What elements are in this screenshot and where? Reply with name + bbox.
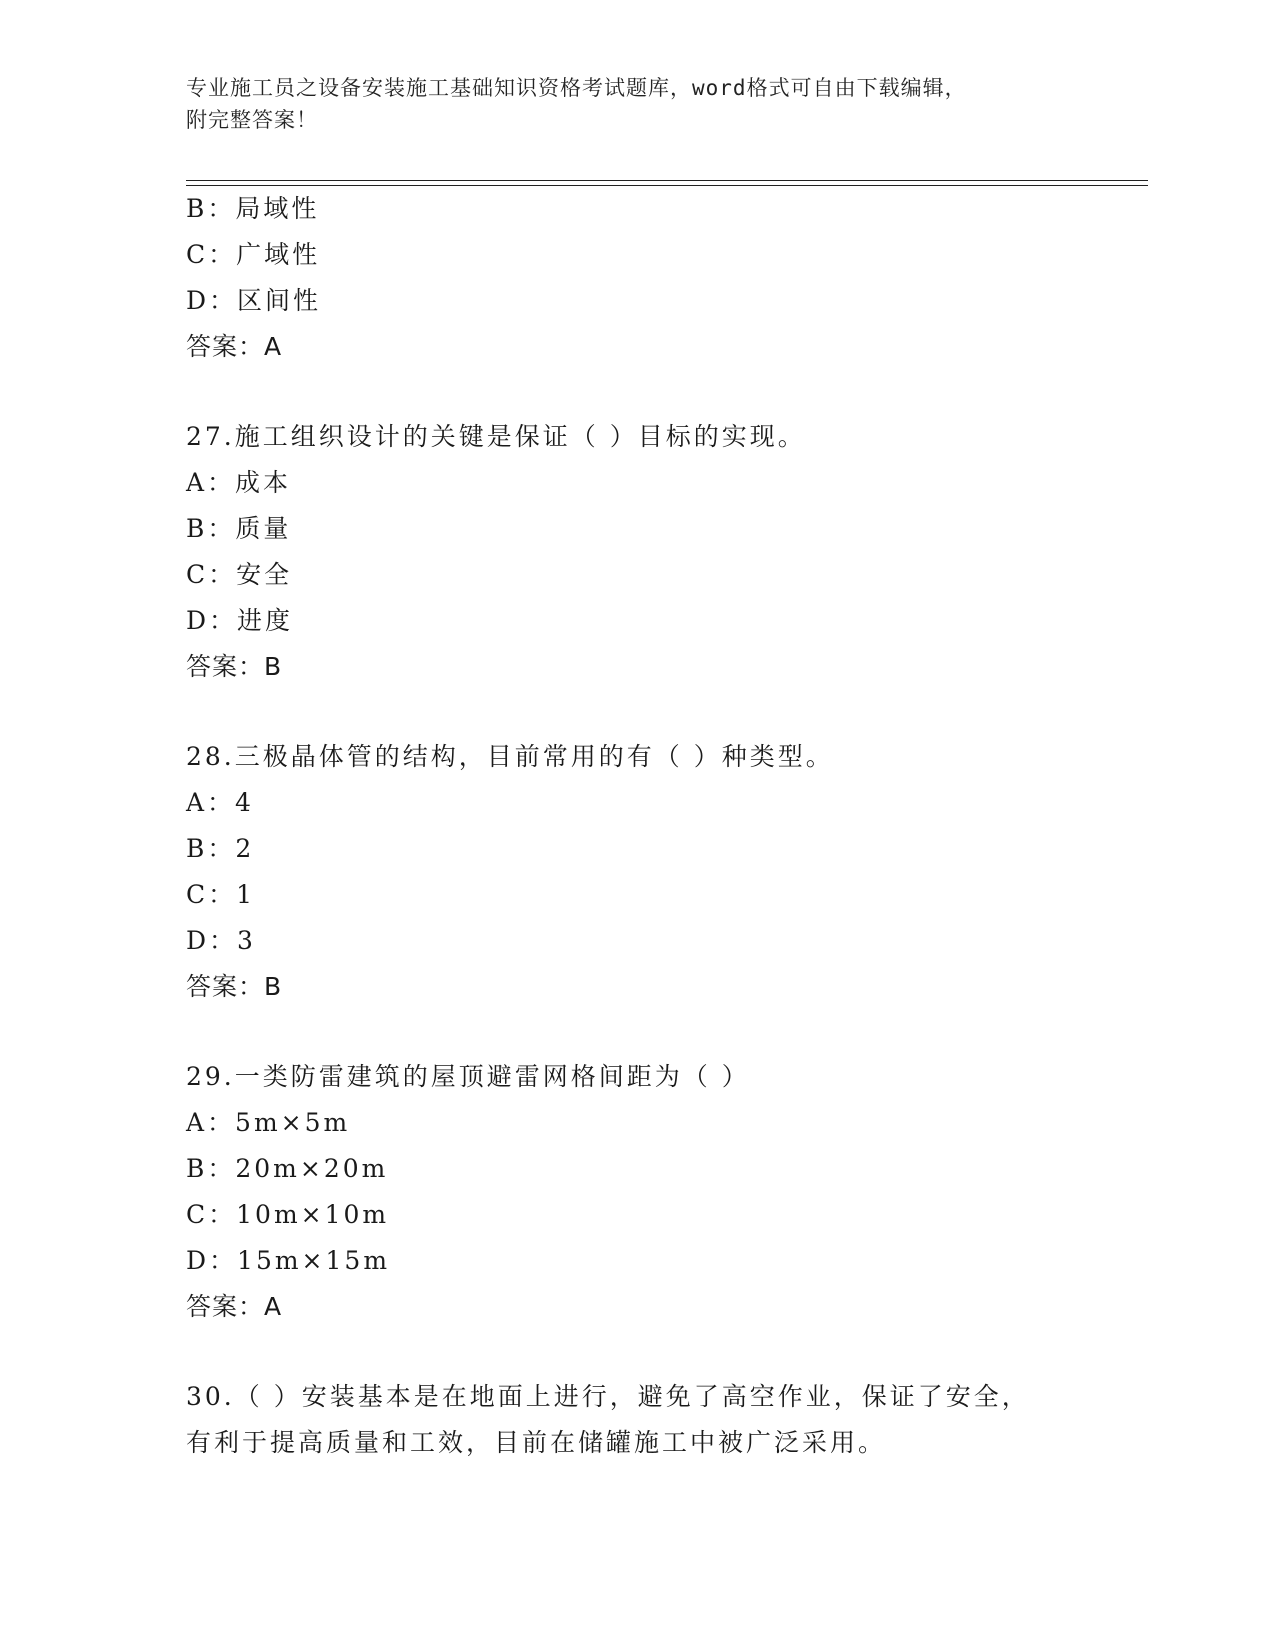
option-d: D：区间性 — [186, 286, 322, 315]
option-b: B：质量 — [186, 514, 292, 543]
question-30 — [186, 1374, 1086, 1466]
answer-label: 答案：A — [186, 332, 283, 361]
option-a: A：4 — [186, 788, 254, 817]
option-a: A：5m×5m — [186, 1108, 351, 1137]
question-text-line-1: 30.（ ）安装基本是在地面上进行，避免了高空作业，保证了安全， — [186, 1382, 1030, 1411]
header-divider-top — [186, 180, 1148, 181]
option-a: A：成本 — [186, 468, 292, 497]
option-b: B：局域性 — [186, 194, 320, 223]
question-text: 28.三极晶体管的结构，目前常用的有（ ）种类型。 — [186, 742, 834, 771]
spacer — [186, 1010, 1086, 1054]
question-29 — [186, 1054, 1086, 1330]
question-list — [186, 186, 1086, 1466]
option-c: C：广域性 — [186, 240, 321, 269]
header-line-1: 专业施工员之设备安装施工基础知识资格考试题库，word格式可自由下载编辑， — [186, 76, 967, 100]
header-line-2: 附完整答案！ — [186, 108, 318, 132]
option-d: D：3 — [186, 926, 256, 955]
question-26-tail — [186, 186, 1086, 370]
answer-label: 答案：A — [186, 1292, 283, 1321]
option-c: C：10m×10m — [186, 1200, 390, 1229]
spacer — [186, 1330, 1086, 1374]
answer-label: 答案：B — [186, 652, 283, 681]
document-header — [186, 72, 1066, 136]
spacer — [186, 370, 1086, 414]
question-text: 27.施工组织设计的关键是保证（ ）目标的实现。 — [186, 422, 806, 451]
question-28 — [186, 734, 1086, 1010]
option-d: D：进度 — [186, 606, 294, 635]
option-c: C：1 — [186, 880, 256, 909]
question-text: 29.一类防雷建筑的屋顶避雷网格间距为（ ） — [186, 1062, 750, 1091]
question-27 — [186, 414, 1086, 690]
option-c: C：安全 — [186, 560, 293, 589]
question-text-line-2: 有利于提高质量和工效，目前在储罐施工中被广泛采用。 — [186, 1428, 887, 1457]
answer-label: 答案：B — [186, 972, 283, 1001]
option-b: B：20m×20m — [186, 1154, 389, 1183]
option-d: D：15m×15m — [186, 1246, 391, 1275]
option-b: B：2 — [186, 834, 255, 863]
spacer — [186, 690, 1086, 734]
